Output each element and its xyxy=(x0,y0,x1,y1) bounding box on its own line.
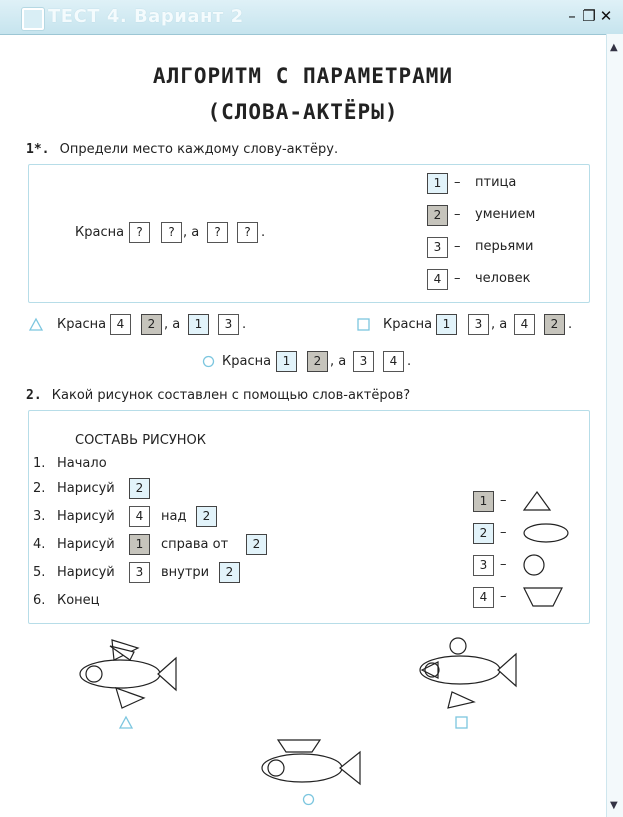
placeholder-box: ? xyxy=(161,222,182,243)
step-number: 2. xyxy=(33,481,46,496)
triangle-mark-icon[interactable] xyxy=(120,717,132,728)
step-number: 4. xyxy=(33,537,46,552)
actor-word: человек xyxy=(475,271,531,286)
triangle-mark-icon[interactable] xyxy=(30,319,42,330)
scroll-down-icon[interactable]: ▼ xyxy=(610,800,618,811)
actor-word: перьями xyxy=(475,239,534,254)
step-number: 5. xyxy=(33,565,46,580)
answer-box: 4 xyxy=(383,351,404,372)
step-actor-box: 3 xyxy=(129,562,150,583)
fish-option-square-picture[interactable] xyxy=(408,632,528,712)
square-mark-icon[interactable] xyxy=(456,717,467,728)
actor-number-box: 2 xyxy=(427,205,448,226)
step-text: внутри xyxy=(161,565,210,580)
actor-dash: – xyxy=(454,239,461,254)
answer-box: 1 xyxy=(436,314,457,335)
fish-option-triangle-picture[interactable] xyxy=(70,634,190,712)
window-title: ТЕСТ 4. Вариант 2 xyxy=(48,6,244,27)
square-mark-icon[interactable] xyxy=(358,319,369,330)
restore-icon[interactable]: ❐ xyxy=(582,7,596,25)
step-actor-box: 1 xyxy=(129,534,150,555)
step-number: 3. xyxy=(33,509,46,524)
legend-number-box: 4 xyxy=(473,587,494,608)
placeholder-box: ? xyxy=(129,222,150,243)
algorithm-title: СОСТАВЬ РИСУНОК xyxy=(75,433,206,448)
step-actor-box: 2 xyxy=(219,562,240,583)
question-number: 1*. xyxy=(26,142,50,157)
actor-number-box: 1 xyxy=(427,173,448,194)
answer-box: 2 xyxy=(544,314,565,335)
legend-number-box: 3 xyxy=(473,555,494,576)
minimize-icon[interactable]: – xyxy=(568,7,576,25)
actor-number-box: 4 xyxy=(427,269,448,290)
step-actor-box: 4 xyxy=(129,506,150,527)
answer-box: 3 xyxy=(218,314,239,335)
step-number: 6. xyxy=(33,593,46,608)
question-1 xyxy=(26,142,338,157)
answer-box: 2 xyxy=(141,314,162,335)
legend-dash: – xyxy=(500,493,507,508)
trapezoid-shape-icon xyxy=(523,587,563,607)
answer-box: 1 xyxy=(188,314,209,335)
ellipse-shape-icon xyxy=(523,523,569,543)
answer-box: 3 xyxy=(353,351,374,372)
answer-sentence-start: Красна xyxy=(222,354,272,369)
step-text: Нарисуй xyxy=(57,537,115,552)
close-icon[interactable]: ✕ xyxy=(599,7,613,25)
placeholder-box: ? xyxy=(237,222,258,243)
legend-dash: – xyxy=(500,525,507,540)
scroll-up-icon[interactable]: ▲ xyxy=(610,42,618,53)
legend-number-box: 2 xyxy=(473,523,494,544)
answer-box: 4 xyxy=(110,314,131,335)
vertical-scrollbar[interactable] xyxy=(606,34,623,817)
answer-box: 2 xyxy=(307,351,328,372)
page-subtitle: (СЛОВА-АКТЁРЫ) xyxy=(207,100,399,124)
step-text: Начало xyxy=(57,456,107,471)
page-title: АЛГОРИТМ С ПАРАМЕТРАМИ xyxy=(152,64,454,88)
answer-sentence-start: Красна xyxy=(383,317,433,332)
fish-option-circle-picture[interactable] xyxy=(254,734,374,792)
step-text: Нарисуй xyxy=(57,565,115,580)
answer-box: 1 xyxy=(276,351,297,372)
answer-comma-a: , а xyxy=(330,354,347,369)
question-number: 2. xyxy=(26,388,42,403)
answer-box: 4 xyxy=(514,314,535,335)
actor-number-box: 3 xyxy=(427,237,448,258)
test-page xyxy=(0,34,606,817)
sentence-period: . xyxy=(261,225,266,240)
legend-dash: – xyxy=(500,557,507,572)
step-actor-box: 2 xyxy=(196,506,217,527)
actor-dash: – xyxy=(454,175,461,190)
actor-word: птица xyxy=(475,175,517,190)
window-title-bar xyxy=(0,0,623,35)
question-text: Какой рисунок составлен с помощью слов-актёров? xyxy=(51,388,411,403)
answer-period: . xyxy=(407,354,412,369)
step-text: Нарисуй xyxy=(57,481,115,496)
step-number: 1. xyxy=(33,456,46,471)
placeholder-box: ? xyxy=(207,222,228,243)
step-text: Конец xyxy=(57,593,100,608)
question-2-panel xyxy=(28,410,590,624)
step-actor-box: 2 xyxy=(129,478,150,499)
circle-mark-icon[interactable] xyxy=(203,356,214,367)
actor-dash: – xyxy=(454,271,461,286)
step-actor-box: 2 xyxy=(246,534,267,555)
answer-comma-a: , а xyxy=(164,317,181,332)
question-2 xyxy=(26,388,410,403)
sentence-comma-a: , а xyxy=(183,225,200,240)
triangle-shape-icon xyxy=(523,491,551,511)
step-text: Нарисуй xyxy=(57,509,115,524)
answer-sentence-start: Красна xyxy=(57,317,107,332)
question-text: Определи место каждому слову-актёру. xyxy=(59,142,339,157)
answer-period: . xyxy=(242,317,247,332)
answer-comma-a: , а xyxy=(491,317,508,332)
actor-word: умением xyxy=(475,207,536,222)
actor-dash: – xyxy=(454,207,461,222)
answer-period: . xyxy=(568,317,573,332)
sentence-start: Красна xyxy=(75,225,125,240)
step-text: над xyxy=(161,509,187,524)
legend-number-box: 1 xyxy=(473,491,494,512)
legend-dash: – xyxy=(500,589,507,604)
circle-shape-icon xyxy=(523,554,545,576)
step-text: справа от xyxy=(161,537,229,552)
answer-box: 3 xyxy=(468,314,489,335)
question-1-panel xyxy=(28,164,590,303)
circle-mark-icon[interactable] xyxy=(303,794,314,805)
test-badge-icon xyxy=(22,8,44,30)
